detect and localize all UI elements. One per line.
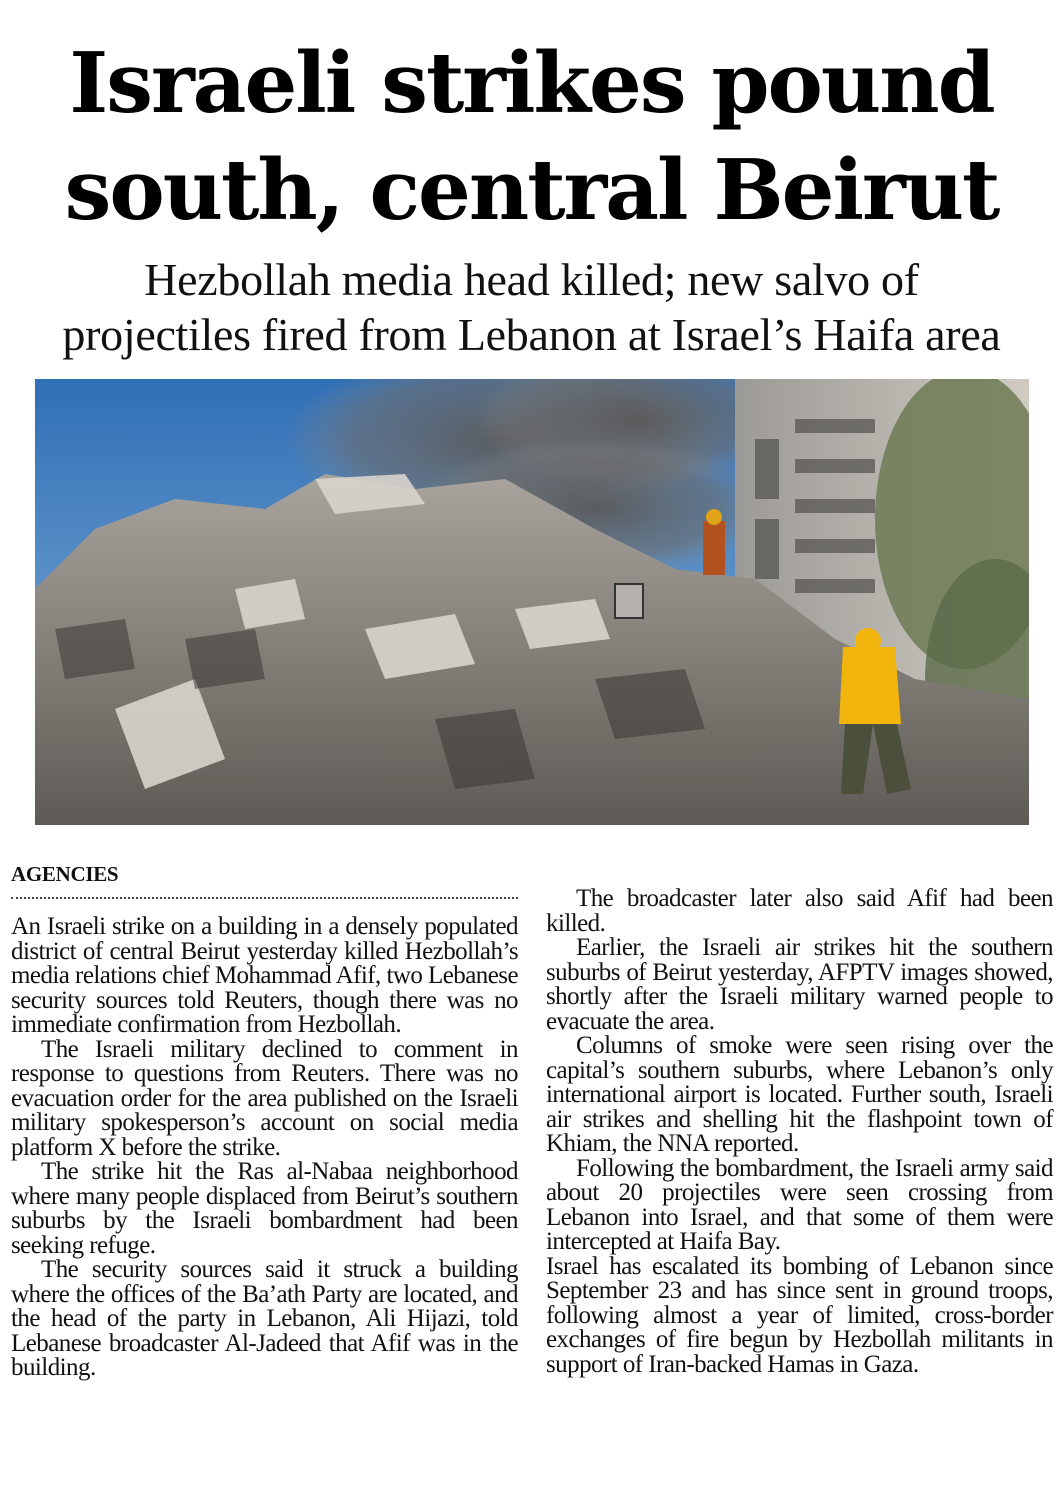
byline-divider	[11, 897, 518, 899]
paragraph: Columns of smoke were seen rising over the capital’s southern suburbs, where Lebanon’s only international airport is located. Further south, Israeli air strikes and shelling hit the flashpoint town of Khiam, the NNA reported.	[546, 1032, 1053, 1157]
subheadline	[0, 252, 1063, 362]
paragraph: Israel has escalated its bombing of Lebanon since September 23 and has since sent in ground troops, following almost a year of limited, cross-border exchanges of fire begun by Hezbollah militants in support of Iran-backed Hamas in Gaza.	[546, 1252, 1053, 1378]
subheadline-line-1: Hezbollah media head killed; new salvo of	[144, 254, 919, 305]
paragraph: The broadcaster later also said Afif had been killed.	[546, 885, 1053, 937]
headline-line-2: south, central Beirut	[64, 141, 999, 239]
article-column-left	[11, 915, 518, 1381]
paragraph: Earlier, the Israeli air strikes hit the southern suburbs of Beirut yesterday, AFPTV images showed, shortly after the Israeli military warned people to evacuate the area.	[546, 934, 1053, 1035]
headline	[0, 30, 1063, 244]
paragraph: Following the bombardment, the Israeli army said about 20 projectiles were seen crossing from Lebanon into Israel, and that some of them were intercepted at Haifa Bay.	[546, 1154, 1053, 1255]
paragraph: The Israeli military declined to comment in response to questions from Reuters. There was no evacuation order for the area published on the Israeli military spokesperson’s account on social media platform X before the strike.	[11, 1035, 518, 1161]
headline-line-1: Israeli strikes pound	[69, 34, 994, 132]
rubble-news-photo	[35, 379, 1029, 825]
subheadline-line-2: projectiles fired from Lebanon at Israel’s Haifa area	[62, 309, 1001, 360]
byline: AGENCIES	[11, 862, 119, 886]
paragraph: The strike hit the Ras al-Nabaa neighborhood where many people displaced from Beirut’s southern suburbs by the Israeli bombardment had been seeking refuge.	[11, 1158, 518, 1259]
paragraph: The security sources said it struck a building where the offices of the Ba’ath Party are located, and the head of the party in Lebanon, Ali Hijazi, told Lebanese broadcaster Al-Jadeed that Afif was in the building.	[11, 1256, 518, 1381]
paragraph: An Israeli strike on a building in a densely populated district of central Beirut yesterday killed Hezbollah’s media relations chief Mohammad Afif, two Lebanese security sources told Reuters, though there was no immediate confirmation from Hezbollah.	[11, 913, 518, 1038]
article-column-right	[546, 887, 1053, 1377]
